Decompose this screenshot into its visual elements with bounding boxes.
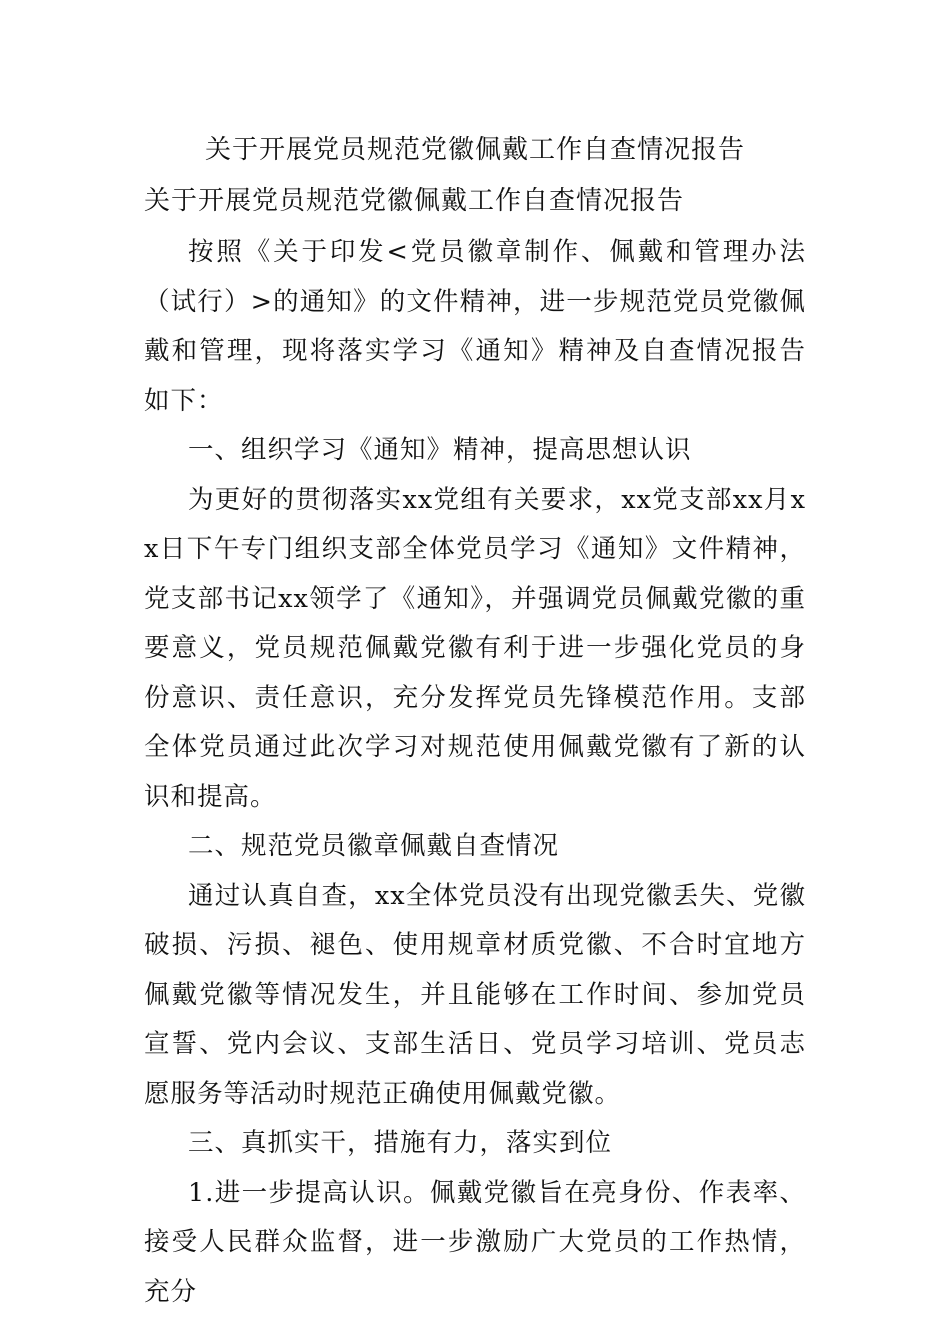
document-title: 关于开展党员规范党徽佩戴工作自查情况报告 bbox=[204, 135, 745, 165]
section-3-paragraph: 1.进一步提高认识。佩戴党徽旨在亮身份、作表率、接受人民群众监督，进一步激励广大党员的工作热情，充分 bbox=[144, 1177, 806, 1307]
section-2-paragraph: 通过认真自查，xx全体党员没有出现党徽丢失、党徽破损、污损、褪色、使用规章材质党徽、不合时宜地方佩戴党徽等情况发生，并且能够在工作时间、参加党员宣誓、党内会议、支部生活日、党员学习培训、党员志愿服务等活动时规范正确使用佩戴党徽。 bbox=[144, 880, 806, 1109]
section-heading-1: 一、组织学习《通知》精神，提高思想认识 bbox=[188, 435, 692, 465]
section-heading-2: 二、规范党员徽章佩戴自查情况 bbox=[188, 831, 560, 861]
document-body bbox=[144, 228, 806, 1317]
section-heading-3: 三、真抓实干，措施有力，落实到位 bbox=[188, 1128, 613, 1158]
document-subtitle: 关于开展党员规范党徽佩戴工作自查情况报告 bbox=[144, 186, 685, 216]
intro-paragraph: 按照《关于印发<党员徽章制作、佩戴和管理办法（试行）>的通知》的文件精神，进一步规范党员党徽佩戴和管理，现将落实学习《通知》精神及自查情况报告如下： bbox=[144, 237, 806, 416]
section-1-paragraph: 为更好的贯彻落实xx党组有关要求，xx党支部xx月xx日下午专门组织支部全体党员学习《通知》文件精神，党支部书记xx领学了《通知》，并强调党员佩戴党徽的重要意义，党员规范佩戴党徽有利于进一步强化党员的身份意识、责任意识，充分发挥党员先锋模范作用。支部全体党员通过此次学习对规范使用佩戴党徽有了新的认识和提高。 bbox=[144, 484, 806, 812]
